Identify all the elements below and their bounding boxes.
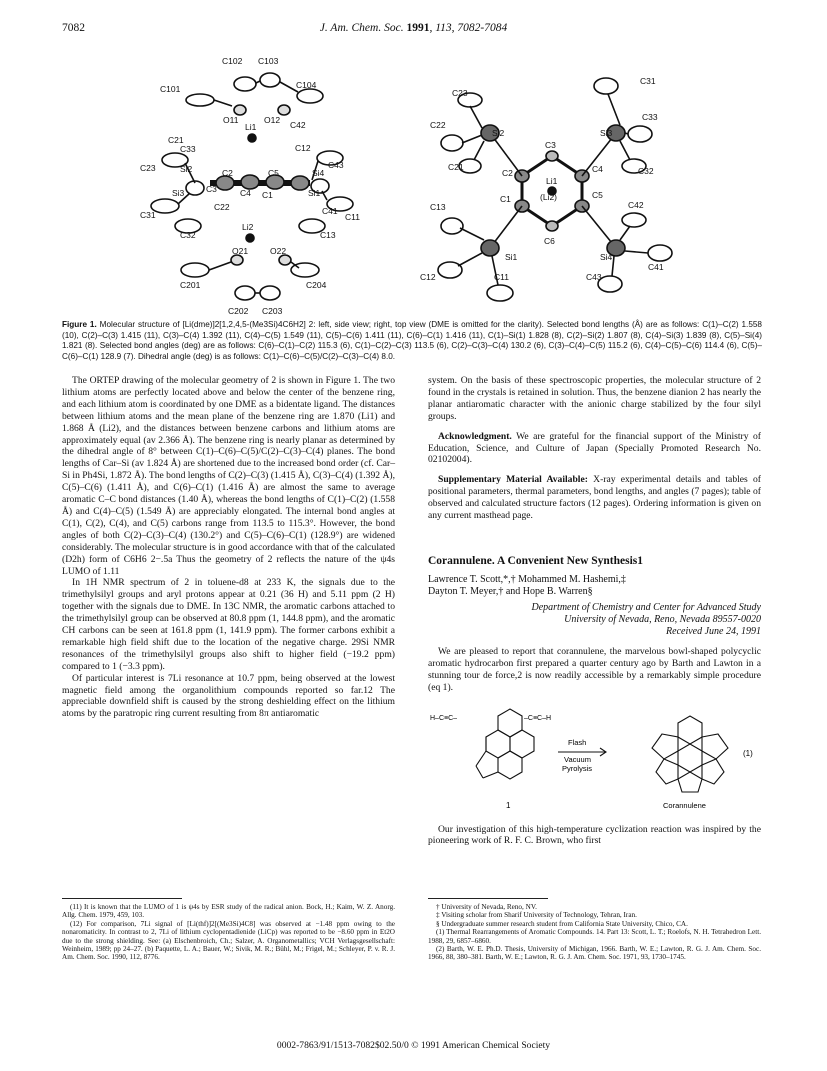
supplementary-label: Supplementary Material Available: xyxy=(438,474,588,486)
atom-label: O11 xyxy=(223,115,239,125)
paragraph: In 1H NMR spectrum of 2 in toluene-d8 at 233 K, the signals due to the trimethylsilyl groups and aryl protons appear at 0.21 (36 H) and 5.11 ppm (2 H) together with the signals due to DME. In 13C NMR, the aromatic carbons attached to the trimethylsilyl group can be observed at 80.8 ppm (1, 144.8 ppm), and the aromatic CH carbons can be seen at 161.8 ppm (1, 141.9 ppm). The former carbons exhibit a remarkable high field shift due to the location of the negative charge. 29Si NMR resonances of the trimethylsilyl groups also shift to higher field (−19.2 ppm) compared to 1 (−3.3 ppm). xyxy=(62,577,395,672)
footnote-rule xyxy=(62,898,182,899)
scheme-drawing xyxy=(428,698,761,818)
footnote: (1) Thermal Rearrangements of Aromatic Compounds. 14. Part 13: Scott, L. T.; Roelofs, N. H. Tetrahedron Lett. 1988, 29, 6857–6860. xyxy=(428,928,761,945)
footnote: (12) For comparison, 7Li signal of [Li(thf)]2[(Me3Si)4C8] was observed at −1.48 ppm owing to the nonaromaticity. In contrast to 2, 7Li of lithium cyclopentadienide (LiCp) was reported to be −8.60 ppm in Et2O due to the strong shielding. See: (a) Elschenbroich, Ch.; Salzer, A. Organometallics; VCH Verlagsgesellschaft: Weinheim, 1989; pp 24–27. (b) Paquette, L. A.; Bauer, W.; Sivik, M. R.; Bühl, M.; Frigel, M.; Schleyer, P. v. R. J. Am. Chem. Soc. 1990, 112, 8776. xyxy=(62,919,395,962)
footnotes-right xyxy=(428,898,761,962)
atom-label: C21 xyxy=(448,162,464,172)
atom-label: C32 xyxy=(638,166,654,176)
atom-label: Li2 xyxy=(242,222,254,232)
atom-label: C41 xyxy=(322,206,338,216)
atom-label: C101 xyxy=(160,84,181,94)
atom-label: C1 xyxy=(262,190,273,200)
ortep-side-view xyxy=(151,73,353,300)
atom-label: C31 xyxy=(140,210,156,220)
figure-label: Figure 1. xyxy=(62,320,97,329)
atom-label: C202 xyxy=(228,306,249,316)
atom-label: Si2 xyxy=(492,128,505,138)
scheme-compound-number: 1 xyxy=(506,800,511,810)
atom-label: C11 xyxy=(345,212,360,222)
atom-label: C31 xyxy=(640,76,656,86)
atom-label: C32 xyxy=(180,230,196,240)
received-date: Received June 24, 1991 xyxy=(666,625,761,637)
atom-label: C42 xyxy=(628,200,644,210)
reaction-scheme xyxy=(428,698,761,818)
footnote: (2) Barth, W. E. Ph.D. Thesis, University of Michigan, 1966. Barth, W. E.; Lawton, R. G. J. Am. Chem. Soc. 1966, 88, 380–381. Barth, W. E.; Lawton, R. G. J. Am. Chem. Soc. 1971, 93, 1730–1745. xyxy=(428,945,761,962)
atom-label: (Li2) xyxy=(540,192,558,202)
atom-label: Si3 xyxy=(600,128,613,138)
article-authors xyxy=(428,574,761,598)
figure-caption-text: Molecular structure of [Li(dme)]2[1,2,4,5-(Me3Si)4C6H2] 2: left, side view; right, top view (DME is omitted for the clarity). Selected bond lengths (Å) are as follows: C(1)–C(2) 1.558 (10), C(2)–C(3) 1.415 (11), C(3)–C(4) 1.392 (11), C(4)–C(5) 1.549 (11), C(5)–C(6) 1.411 (11), C(6)–C(1) 1.416 (11), C(1)–Si(1) 1.828 (8), C(2)–Si(2) 1.807 (8), C(4)–Si(3) 1.839 (8), C(5)–Si(4) 1.821 (8). Selected bond angles (deg) are as follows: C(6)–C(1)–C(2) 115.3 (6), C(1)–C(2)–C(3) 113.5 (6), C(2)–C(3)–C(4) 130.2 (6), C(3)–C(4)–C(5) 115.2 (6), C(4)–C(5)–C(6) 114.4 (6), C(5)–C(6)–C(1) 128.9 (7). Dihedral angle (deg) is as follows: C(1)–C(6)–C(5)/C(2)–C(3)–C(4) 8.0. xyxy=(62,320,762,361)
paragraph: We are pleased to report that corannulene, the marvelous bowl-shaped polycyclic aromatic hydrocarbon first prepared a quarter century ago by Barth and Lawton in a stunning tour de force,2 is now readily accessible by a remarkably simple procedure (eq 1). xyxy=(428,645,761,693)
atom-label: Si3 xyxy=(172,188,185,198)
atom-label: C41 xyxy=(648,262,664,272)
acknowledgment-text: We are grateful for the financial support of the Ministry of Education, Science, and Culture of Japan (Specially Promoted Research No. 02102004). xyxy=(428,430,761,466)
footnote: † University of Nevada, Reno, NV. xyxy=(436,903,537,911)
journal-name: J. Am. Chem. Soc. xyxy=(319,22,404,34)
affiliation-line: Department of Chemistry and Center for Advanced Study xyxy=(531,601,761,613)
page-number: 7082 xyxy=(62,22,85,34)
left-column xyxy=(62,375,395,720)
atom-label: C3 xyxy=(206,184,217,194)
atom-label: C43 xyxy=(328,160,344,170)
atom-label: C4 xyxy=(240,188,251,198)
atom-label: C204 xyxy=(306,280,327,290)
atom-label: Si4 xyxy=(312,168,325,178)
atom-label: Li1 xyxy=(546,176,558,186)
journal-volume: 113 xyxy=(435,22,452,34)
right-column xyxy=(428,375,761,847)
atom-label: C23 xyxy=(140,163,156,173)
atom-label: C12 xyxy=(295,143,311,153)
atom-label: C22 xyxy=(430,120,446,130)
atom-label: O21 xyxy=(232,246,249,256)
atom-label: C2 xyxy=(502,168,513,178)
atom-label: C13 xyxy=(320,230,336,240)
atom-label: C103 xyxy=(258,56,279,66)
atom-label: C43 xyxy=(586,272,602,282)
atom-label: Si1 xyxy=(308,188,321,198)
equation-number: (1) xyxy=(743,748,753,758)
atom-label: C1 xyxy=(500,194,511,204)
paragraph: The ORTEP drawing of the molecular geometry of 2 is shown in Figure 1. The two lithium atoms are perfectly located above and below the center of the benzene ring, and each lithium atom is coordinated by one DME as a bidentate ligand. The distances between lithium atoms and the mean plane of the benzene ring are 1.870 (Li1) and 1.868 Å (Li2), and the distances between benzene carbons and lithium atoms are approximately equal (av 2.366 Å). The benzene ring is nearly planar as determined by the dihedral angle of 8° between C(1)–C(6)–C(5)/C(2)–C(3)–C(4) planes. The bond lengths of Car–Si (av 1.824 Å) are shortened due to the increased bond order (cf. Car–Si in Ph4Si, 1.872 Å). The bond lengths of C(2)–C(3) (1.415 Å), C(3)–C(4) (1.392 Å), C(5)–C(6) (1.411 Å), and C(6)–C(1) (1.416 Å) are almost the same to average aromatic C–C bond distances (1.40 Å), whereas the bond lengths of C(1)–C(2) (1.558 Å) and C(4)–C(5) (1.549 Å) are appreciably elongated. The internal bond angles at C(1), C(2), C(4), and C(5) carbons range from 113.5 to 115.3°. However, the bond angles of both C(2)–C(3)–C(4) (130.2°) and C(5)–C(6)–C(1) (128.9°) are widened considerably. The molecular structure is in good accordance with that of the calculated (D2h) form of C6H6 2−.5a Thus the geometry of 2 reflects the nature of the ψ4s LUMO of 1.11 xyxy=(62,375,395,577)
atom-label: O22 xyxy=(270,246,287,256)
scheme-product-name: Corannulene xyxy=(663,800,706,810)
atom-label: C22 xyxy=(214,202,230,212)
atom-label: C5 xyxy=(592,190,603,200)
atom-label: C102 xyxy=(222,56,243,66)
atom-label: C104 xyxy=(296,80,317,90)
atom-label: C2 xyxy=(222,168,233,178)
ortep-figure xyxy=(0,48,827,318)
article-title: Corannulene. A Convenient New Synthesis1 xyxy=(428,554,644,567)
supplementary-material xyxy=(428,474,761,522)
scheme-arrow-label: Flash xyxy=(568,737,587,747)
scheme-arrow-label: Vacuum xyxy=(564,754,591,764)
atom-label: C11 xyxy=(494,272,509,282)
figure-caption xyxy=(62,320,762,362)
journal-pages: 7082-7084 xyxy=(457,22,508,34)
footnote: ‡ Visiting scholar from Sharif University of Technology, Tehran, Iran. xyxy=(436,911,637,920)
journal-header: J. Am. Chem. Soc. 1991, 113, 7082-7084 xyxy=(319,22,508,34)
acknowledgment-label: Acknowledgment. xyxy=(438,430,512,442)
atom-label: Li1 xyxy=(245,122,257,132)
paragraph: Of particular interest is 7Li resonance at 10.7 ppm, being observed at the lowest magnetic field among the organolithium compounds reported so far.12 The appreciable downfield shift is caused by the strong deshielding effect on the lithium atoms by the paratropic ring current resulting from 8π antiaromatic xyxy=(62,672,395,720)
atom-label: C13 xyxy=(430,202,446,212)
atom-label: C5 xyxy=(268,168,279,178)
atom-label: C23 xyxy=(452,88,468,98)
atom-label: Si1 xyxy=(505,252,518,262)
atom-label: C3 xyxy=(545,140,556,150)
atom-label: C6 xyxy=(544,236,555,246)
paragraph: Our investigation of this high-temperature cyclization reaction was inspired by the pioneering work of R. F. C. Brown, who first xyxy=(428,823,761,847)
scheme-alkyne-left: H–C≡C– xyxy=(430,714,458,722)
atom-label: C33 xyxy=(180,144,196,154)
atom-label: C12 xyxy=(420,272,436,282)
atom-label: Si4 xyxy=(600,252,613,262)
scheme-arrow-label: Pyrolysis xyxy=(562,763,593,773)
page-footer: 0002-7863/91/1513-7082$02.50/0 © 1991 American Chemical Society xyxy=(276,1040,551,1051)
atom-label: C201 xyxy=(180,280,201,290)
journal-year: 1991 xyxy=(406,22,430,34)
affiliation-line: University of Nevada, Reno, Nevada 89557-0020 xyxy=(564,613,761,625)
scheme-alkyne-right: –C≡C–H xyxy=(524,714,552,722)
footnote: § Undergraduate summer research student from California State University, Chico, CA. xyxy=(436,919,688,928)
atom-label: O12 xyxy=(264,115,281,125)
affiliation xyxy=(428,602,761,638)
atom-label: C203 xyxy=(262,306,283,316)
supplementary-text: X-ray experimental details and tables of positional parameters, thermal parameters, bond lengths, and angles (7 pages); table of observed and calculated structure factors (12 pages). Ordering information is given on any current masthead page. xyxy=(428,474,761,522)
authors-line: Lawrence T. Scott,*,† Mohammed M. Hashemi,‡ xyxy=(428,573,626,585)
authors-line: Dayton T. Meyer,† and Hope B. Warren§ xyxy=(428,585,593,597)
ortep-top-view xyxy=(438,78,672,301)
atom-label: C42 xyxy=(290,120,306,130)
footnote-rule xyxy=(428,898,548,899)
atom-label: C33 xyxy=(642,112,658,122)
atom-label: C4 xyxy=(592,164,603,174)
paragraph: system. On the basis of these spectroscopic properties, the molecular structure of 2 found in the crystals is retained in solution. Thus, the benzene dianion 2 has nearly the planar antiaromatic character with the anionic charge stabilized by the four silyl groups. xyxy=(428,375,761,422)
atom-label: C21 xyxy=(168,135,184,145)
acknowledgment xyxy=(428,431,761,467)
footnotes-left xyxy=(62,898,395,962)
atom-label: Si2 xyxy=(180,164,193,174)
footnote: (11) It is known that the LUMO of 1 is ψ4s by ESR study of the radical anion. Bock, H.; Kaim, W. Z. Anorg. Allg. Chem. 1979, 459, 103. xyxy=(62,903,395,920)
